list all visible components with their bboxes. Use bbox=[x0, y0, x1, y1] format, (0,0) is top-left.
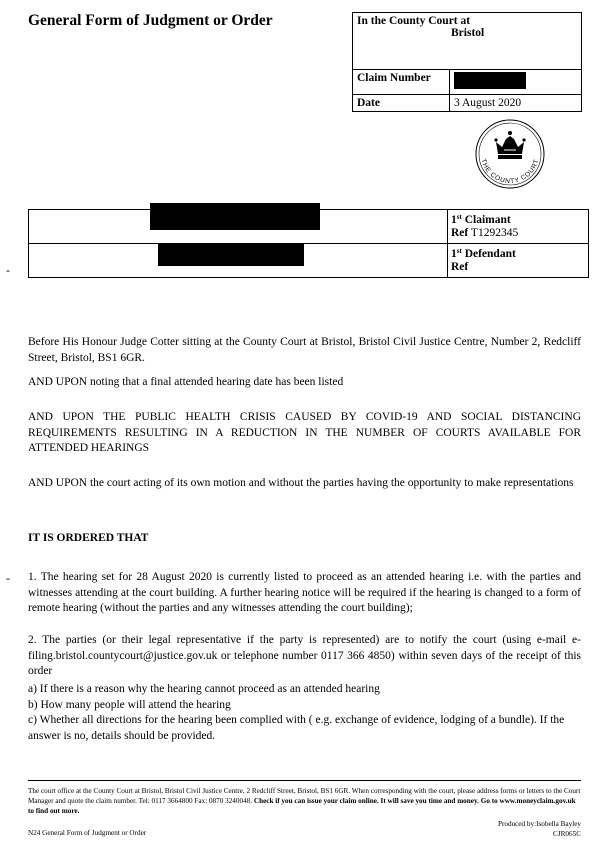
claimant-name-cell bbox=[29, 210, 448, 244]
form-name: N24 General Form of Judgment or Order bbox=[28, 829, 147, 837]
defendant-name-cell bbox=[29, 244, 448, 278]
redaction-bar bbox=[150, 203, 320, 230]
date-value: 3 August 2020 bbox=[450, 95, 582, 112]
recital-paragraph: AND UPON noting that a final attended hearing date has been listed bbox=[28, 376, 344, 388]
list-item: c) Whether all directions for the hearing been complied with ( e.g. exchange of evidence, lodging of a bundle). If the answer is no, details should be provided. bbox=[28, 714, 565, 742]
claimant-ref: Ref T1292345 bbox=[451, 227, 519, 239]
order-paragraph: 1. The hearing set for 28 August 2020 is currently listed to proceed as an attended hearing i.e. with the parties and witnesses attending at the court building. A further hearing notice will be required if the hearing is changed to a form of remote hearing (without the parties and any witnesses attending the court building); bbox=[28, 571, 581, 614]
document-title: General Form of Judgment or Order bbox=[28, 12, 273, 29]
parties-table bbox=[28, 209, 589, 278]
redaction-bar bbox=[158, 244, 304, 266]
recital-paragraph: AND UPON THE PUBLIC HEALTH CRISIS CAUSED BY COVID-19 AND SOCIAL DISTANCING REQUIREMENTS RESULTING IN A REDUCTION IN THE NUMBER OF COURTS AVAILABLE FOR ATTENDED HEARINGS bbox=[28, 411, 581, 454]
form-code: CJR065C bbox=[553, 830, 581, 838]
margin-mark: - bbox=[6, 263, 10, 277]
court-location: Bristol bbox=[451, 27, 485, 39]
court-name-cell bbox=[353, 13, 582, 70]
defendant-role: 1st Defendant bbox=[451, 247, 516, 260]
court-label: In the County Court at bbox=[357, 15, 471, 27]
list-item: a) If there is a reason why the hearing cannot proceed as an attended hearing bbox=[28, 683, 380, 695]
claimant-role-cell bbox=[448, 210, 589, 244]
claim-number-value bbox=[450, 70, 582, 95]
defendant-role-cell bbox=[448, 244, 589, 278]
order-list bbox=[28, 682, 581, 744]
crown-icon bbox=[494, 131, 525, 159]
footer-notice bbox=[28, 786, 581, 816]
seal-text: THE COUNTY COURT bbox=[479, 158, 541, 186]
order-heading: IT IS ORDERED THAT bbox=[28, 532, 149, 544]
footer-online-notice: Check if you can issue your claim online. It will save you time and money. Go to www.moneyclaim.gov.uk to find out more. bbox=[28, 797, 576, 815]
defendant-ref: Ref bbox=[451, 261, 469, 273]
date-label: Date bbox=[353, 95, 450, 112]
recital-paragraph: AND UPON the court acting of its own motion and without the parties having the opportunity to make representations bbox=[28, 477, 574, 489]
produced-by: Produced by:Isobella Bayley bbox=[497, 820, 581, 828]
produced-by-block bbox=[498, 819, 581, 839]
footer-notice-text: The court office at the County Court at Bristol, Bristol Civil Justice Centre, 2 Redcliff Street, Bristol, BS1 6GR. When corresponding with the court, please address forms or letters to the Court Manager and quote the claim number. Tel: 0117 3664800 Fax: 0870 3240048. bbox=[28, 787, 581, 805]
court-info-box bbox=[352, 12, 582, 112]
judge-paragraph: Before His Honour Judge Cotter sitting at the County Court at Bristol, Bristol Civil Justice Centre, Number 2, Redcliff Street, Bristol, BS1 6GR. bbox=[28, 336, 581, 364]
margin-mark: - bbox=[6, 571, 10, 585]
footer-divider bbox=[28, 780, 581, 781]
claimant-role: 1st Claimant bbox=[451, 213, 511, 226]
crown-seal-icon bbox=[468, 118, 552, 190]
order-paragraph: 2. The parties (or their legal representative if the party is represented) are to notify the court (using e-mail e-filing.bristol.countycourt@justice.gov.uk or telephone number 0117 366 4850) within seven days of the receipt of this order bbox=[28, 634, 581, 677]
claim-number-label: Claim Number bbox=[353, 70, 450, 95]
court-seal bbox=[468, 118, 552, 190]
redaction-bar bbox=[454, 72, 526, 89]
list-item: b) How many people will attend the hearing bbox=[28, 698, 231, 711]
